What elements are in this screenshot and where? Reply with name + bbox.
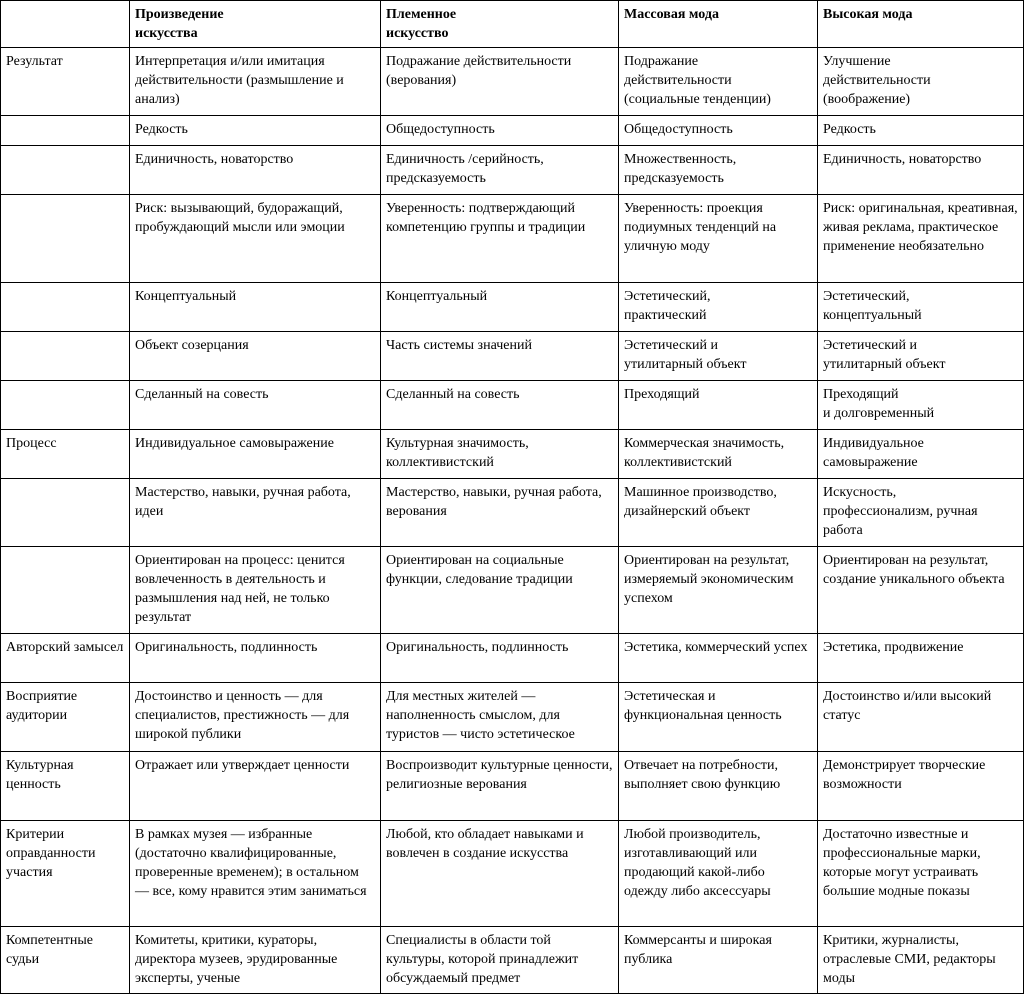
table-cell: Индивидуальное самовыражение — [818, 430, 1024, 479]
table-cell: Машинное производство, дизайнерский объект — [619, 479, 818, 547]
table-cell: Специалисты в области той культуры, которой принадлежит обсуждаемый предмет — [381, 927, 619, 994]
table-cell: Ориентирован на результат, измеряемый экономическим успехом — [619, 547, 818, 634]
table-cell: Достоинство и ценность — для специалистов, престижность — для широкой публики — [130, 683, 381, 752]
row-label-cell — [1, 332, 130, 381]
row-label-cell: Авторский замысел — [1, 634, 130, 683]
row-label-cell — [1, 283, 130, 332]
table-row — [1, 683, 1024, 752]
table-row — [1, 752, 1024, 821]
table-cell: Эстетический, концептуальный — [818, 283, 1024, 332]
table-row — [1, 821, 1024, 927]
table-cell: Ориентирован на социальные функции, следование традиции — [381, 547, 619, 634]
table-cell: Комитеты, критики, кураторы, директора музеев, эрудированные эксперты, ученые — [130, 927, 381, 994]
table-cell: Демонстрирует творческие возможности — [818, 752, 1024, 821]
header-cell: Высокая мода — [818, 1, 1024, 48]
table-cell: Коммерческая значимость, коллективистский — [619, 430, 818, 479]
row-label-cell — [1, 381, 130, 430]
row-label-cell — [1, 116, 130, 146]
table-cell: Преходящий и долговременный — [818, 381, 1024, 430]
table-cell: Улучшение действительности (воображение) — [818, 48, 1024, 116]
table-cell: Редкость — [130, 116, 381, 146]
table-cell: Культурная значимость, коллективистский — [381, 430, 619, 479]
table-cell: Уверенность: проекция подиумных тенденций на уличную моду — [619, 195, 818, 283]
table-row — [1, 430, 1024, 479]
row-label-cell — [1, 195, 130, 283]
table-cell: Общедоступность — [381, 116, 619, 146]
table-row — [1, 116, 1024, 146]
table-cell: Эстетический и утилитарный объект — [818, 332, 1024, 381]
row-label-cell — [1, 479, 130, 547]
table-cell: Эстетический, практический — [619, 283, 818, 332]
table-cell: Объект созерцания — [130, 332, 381, 381]
table-cell: Эстетика, продвижение — [818, 634, 1024, 683]
table-cell: Редкость — [818, 116, 1024, 146]
table-row — [1, 927, 1024, 994]
table-cell: Преходящий — [619, 381, 818, 430]
table-cell: Подражание действительности (верования) — [381, 48, 619, 116]
table-cell: Риск: оригинальная, креативная, живая реклама, практическое применение необязательно — [818, 195, 1024, 283]
table-cell: Достоинство и/или высокий статус — [818, 683, 1024, 752]
table-cell: Единичность, новаторство — [130, 146, 381, 195]
table-cell: Коммерсанты и широкая публика — [619, 927, 818, 994]
row-label-cell: Процесс — [1, 430, 130, 479]
row-label-cell — [1, 146, 130, 195]
table-cell: Интерпретация и/или имитация действительности (размышление и анализ) — [130, 48, 381, 116]
table-row — [1, 479, 1024, 547]
table-cell: Любой производитель, изготавливающий или продающий какой-либо одежду либо аксессуары — [619, 821, 818, 927]
table-cell: Достаточно известные и профессиональные марки, которые могут устраивать большие модные показы — [818, 821, 1024, 927]
header-cell: Произведение искусства — [130, 1, 381, 48]
table-row — [1, 381, 1024, 430]
table-cell: Отражает или утверждает ценности — [130, 752, 381, 821]
table-row — [1, 332, 1024, 381]
table-cell: Оригинальность, подлинность — [381, 634, 619, 683]
table-cell: Для местных жителей — наполненность смыслом, для туристов — чисто эстетическое — [381, 683, 619, 752]
table-row — [1, 195, 1024, 283]
table-cell: Подражание действительности (социальные тенденции) — [619, 48, 818, 116]
row-label-cell: Компетентные судьи — [1, 927, 130, 994]
row-label-cell: Критерии оправданности участия — [1, 821, 130, 927]
row-label-cell — [1, 547, 130, 634]
table-cell: Уверенность: подтверждающий компетенцию группы и традиции — [381, 195, 619, 283]
table-cell: Концептуальный — [381, 283, 619, 332]
table-row — [1, 48, 1024, 116]
table-cell: Мастерство, навыки, ручная работа, верования — [381, 479, 619, 547]
table-cell: Общедоступность — [619, 116, 818, 146]
table-cell: Эстетический и утилитарный объект — [619, 332, 818, 381]
row-label-cell: Восприятие аудитории — [1, 683, 130, 752]
table-cell: Ориентирован на результат, создание уникального объекта — [818, 547, 1024, 634]
header-cell: Племенное искусство — [381, 1, 619, 48]
table-cell: Сделанный на совесть — [381, 381, 619, 430]
header-cell: Массовая мода — [619, 1, 818, 48]
header-cell — [1, 1, 130, 48]
table-cell: Отвечает на потребности, выполняет свою функцию — [619, 752, 818, 821]
table-row — [1, 547, 1024, 634]
table-cell: Единичность /серийность, предсказуемость — [381, 146, 619, 195]
table-cell: Эстетическая и функциональная ценность — [619, 683, 818, 752]
table-cell: В рамках музея — избранные (достаточно квалифицированные, проверенные временем); в остальном — все, кому нравится этим заниматься — [130, 821, 381, 927]
table-cell: Концептуальный — [130, 283, 381, 332]
table-cell: Риск: вызывающий, будоражащий, пробуждающий мысли или эмоции — [130, 195, 381, 283]
table-cell: Мастерство, навыки, ручная работа, идеи — [130, 479, 381, 547]
table-cell: Часть системы значений — [381, 332, 619, 381]
table-cell: Индивидуальное самовыражение — [130, 430, 381, 479]
table-cell: Воспроизводит культурные ценности, религиозные верования — [381, 752, 619, 821]
table-cell: Критики, журналисты, отраслевые СМИ, редакторы моды — [818, 927, 1024, 994]
row-label-cell: Результат — [1, 48, 130, 116]
table-cell: Единичность, новаторство — [818, 146, 1024, 195]
table-row — [1, 634, 1024, 683]
table-cell: Любой, кто обладает навыками и вовлечен в создание искусства — [381, 821, 619, 927]
header-row — [1, 1, 1024, 48]
table-cell: Ориентирован на процесс: ценится вовлеченность в деятельность и размышления над ней, не только результат — [130, 547, 381, 634]
table-cell: Оригинальность, подлинность — [130, 634, 381, 683]
table-row — [1, 283, 1024, 332]
table-cell: Искусность, профессионализм, ручная работа — [818, 479, 1024, 547]
table-cell: Эстетика, коммерческий успех — [619, 634, 818, 683]
row-label-cell: Культурная ценность — [1, 752, 130, 821]
table-row — [1, 146, 1024, 195]
table-cell: Множественность, предсказуемость — [619, 146, 818, 195]
table-cell: Сделанный на совесть — [130, 381, 381, 430]
